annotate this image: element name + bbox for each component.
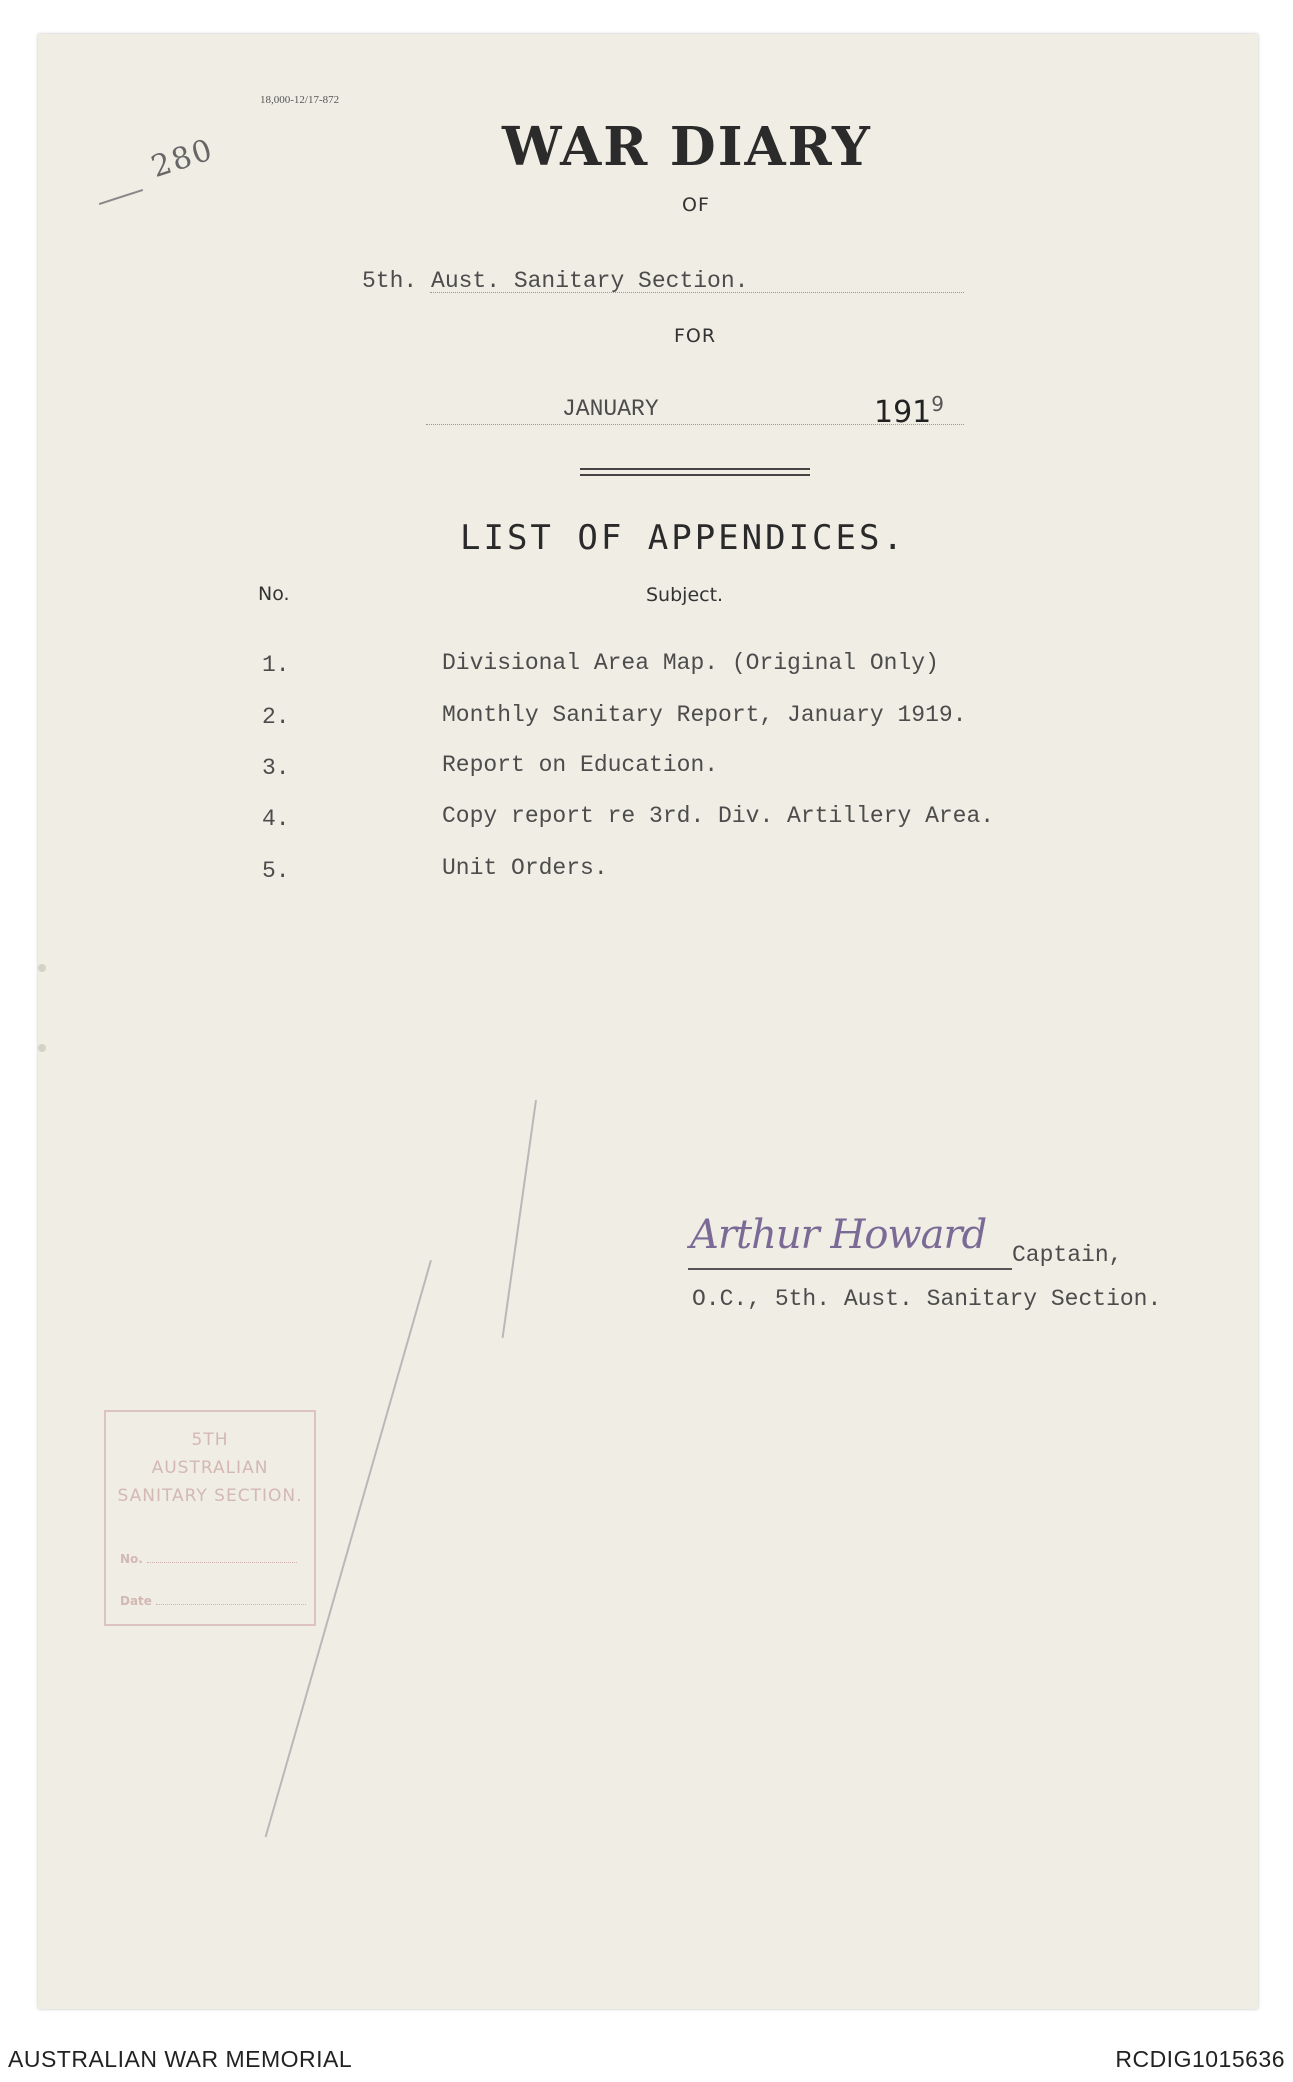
signature-line: [688, 1268, 1012, 1270]
stamp-no-label: No.: [120, 1552, 143, 1566]
signatory-position: O.C., 5th. Aust. Sanitary Section.: [692, 1286, 1162, 1312]
list-item-subject: Report on Education.: [442, 752, 719, 778]
form-number: 18,000-12/17-872: [260, 94, 340, 106]
double-rule-top: [580, 468, 810, 470]
of-label: OF: [682, 194, 710, 216]
unit-line: [430, 292, 964, 293]
stamp-line: 5TH: [191, 1430, 229, 1450]
stamp-line: AUSTRALIAN: [151, 1458, 269, 1478]
list-item-subject: Monthly Sanitary Report, January 1919.: [442, 702, 967, 728]
column-header-subject: Subject.: [646, 584, 724, 606]
edge-tear: [38, 964, 46, 972]
list-item-number: 5.: [262, 858, 290, 884]
year-printed: 191: [874, 395, 932, 430]
list-item-number: 1.: [262, 652, 290, 678]
unit-name: 5th. Aust. Sanitary Section.: [362, 268, 749, 294]
list-item-subject: Unit Orders.: [442, 855, 608, 881]
stamp-line: SANITARY SECTION.: [117, 1486, 303, 1506]
reference-number: 280: [147, 132, 219, 185]
edge-tear: [38, 1044, 46, 1052]
document-page: [38, 34, 1258, 2009]
document-title: WAR DIARY: [502, 116, 872, 178]
column-header-number: No.: [258, 583, 290, 605]
stamp-date-label: Date: [120, 1594, 152, 1608]
month-line: [426, 424, 964, 425]
unit-stamp: [104, 1410, 316, 1626]
signature: Arthur Howard: [690, 1212, 987, 1258]
list-item-number: 2.: [262, 704, 290, 730]
signatory-rank: Captain,: [1012, 1242, 1123, 1268]
footer-reference: RCDIG1015636: [1115, 2046, 1285, 2072]
appendices-heading: LIST OF APPENDICES.: [460, 518, 906, 558]
list-item-number: 3.: [262, 755, 290, 781]
stamp-date-field: [120, 1594, 306, 1608]
for-label: FOR: [674, 325, 717, 347]
list-item-subject: Divisional Area Map. (Original Only): [442, 650, 939, 676]
footer-source: AUSTRALIAN WAR MEMORIAL: [8, 2046, 353, 2072]
month-field: JANUARY: [562, 396, 659, 422]
list-item-number: 4.: [262, 806, 290, 832]
list-item-subject: Copy report re 3rd. Div. Artillery Area.: [442, 803, 995, 829]
double-rule-bottom: [580, 474, 810, 476]
year-typed: 9: [931, 392, 944, 416]
stamp-no-field: [120, 1552, 297, 1566]
